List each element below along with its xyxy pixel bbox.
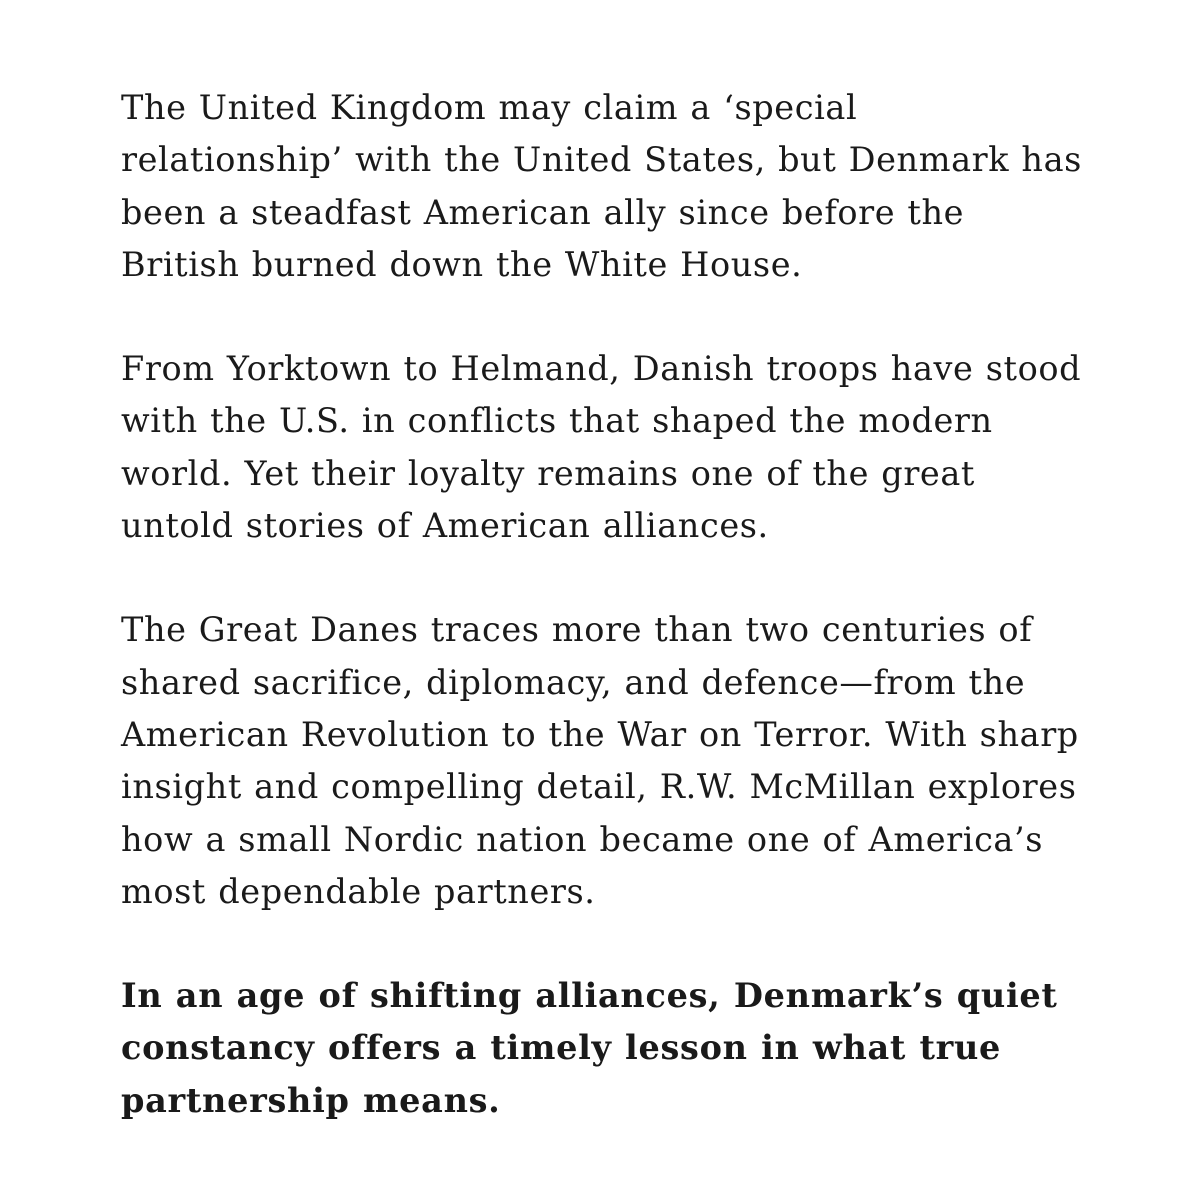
paragraph-book-summary: The Great Danes traces more than two centuries of shared sacrifice, diplomacy, and defence—from the American Revolution to the War on Terror. With sharp insight and compelling detail, R.W. McMillan explores how a small Nordic nation became one of America’s most dependable partners.: [121, 610, 1079, 911]
paragraph-intro: The United Kingdom may claim a ‘special relationship’ with the United States, but Denmark has been a steadfast American ally since before the British burned down the White House.: [121, 88, 1082, 284]
paragraph-closing-statement: In an age of shifting alliances, Denmark’s quiet constancy offers a timely lesson in what true partnership means.: [121, 976, 1058, 1120]
paragraph-history: From Yorktown to Helmand, Danish troops have stood with the U.S. in conflicts that shaped the modern world. Yet their loyalty remains one of the great untold stories of American alliances.: [121, 349, 1082, 546]
